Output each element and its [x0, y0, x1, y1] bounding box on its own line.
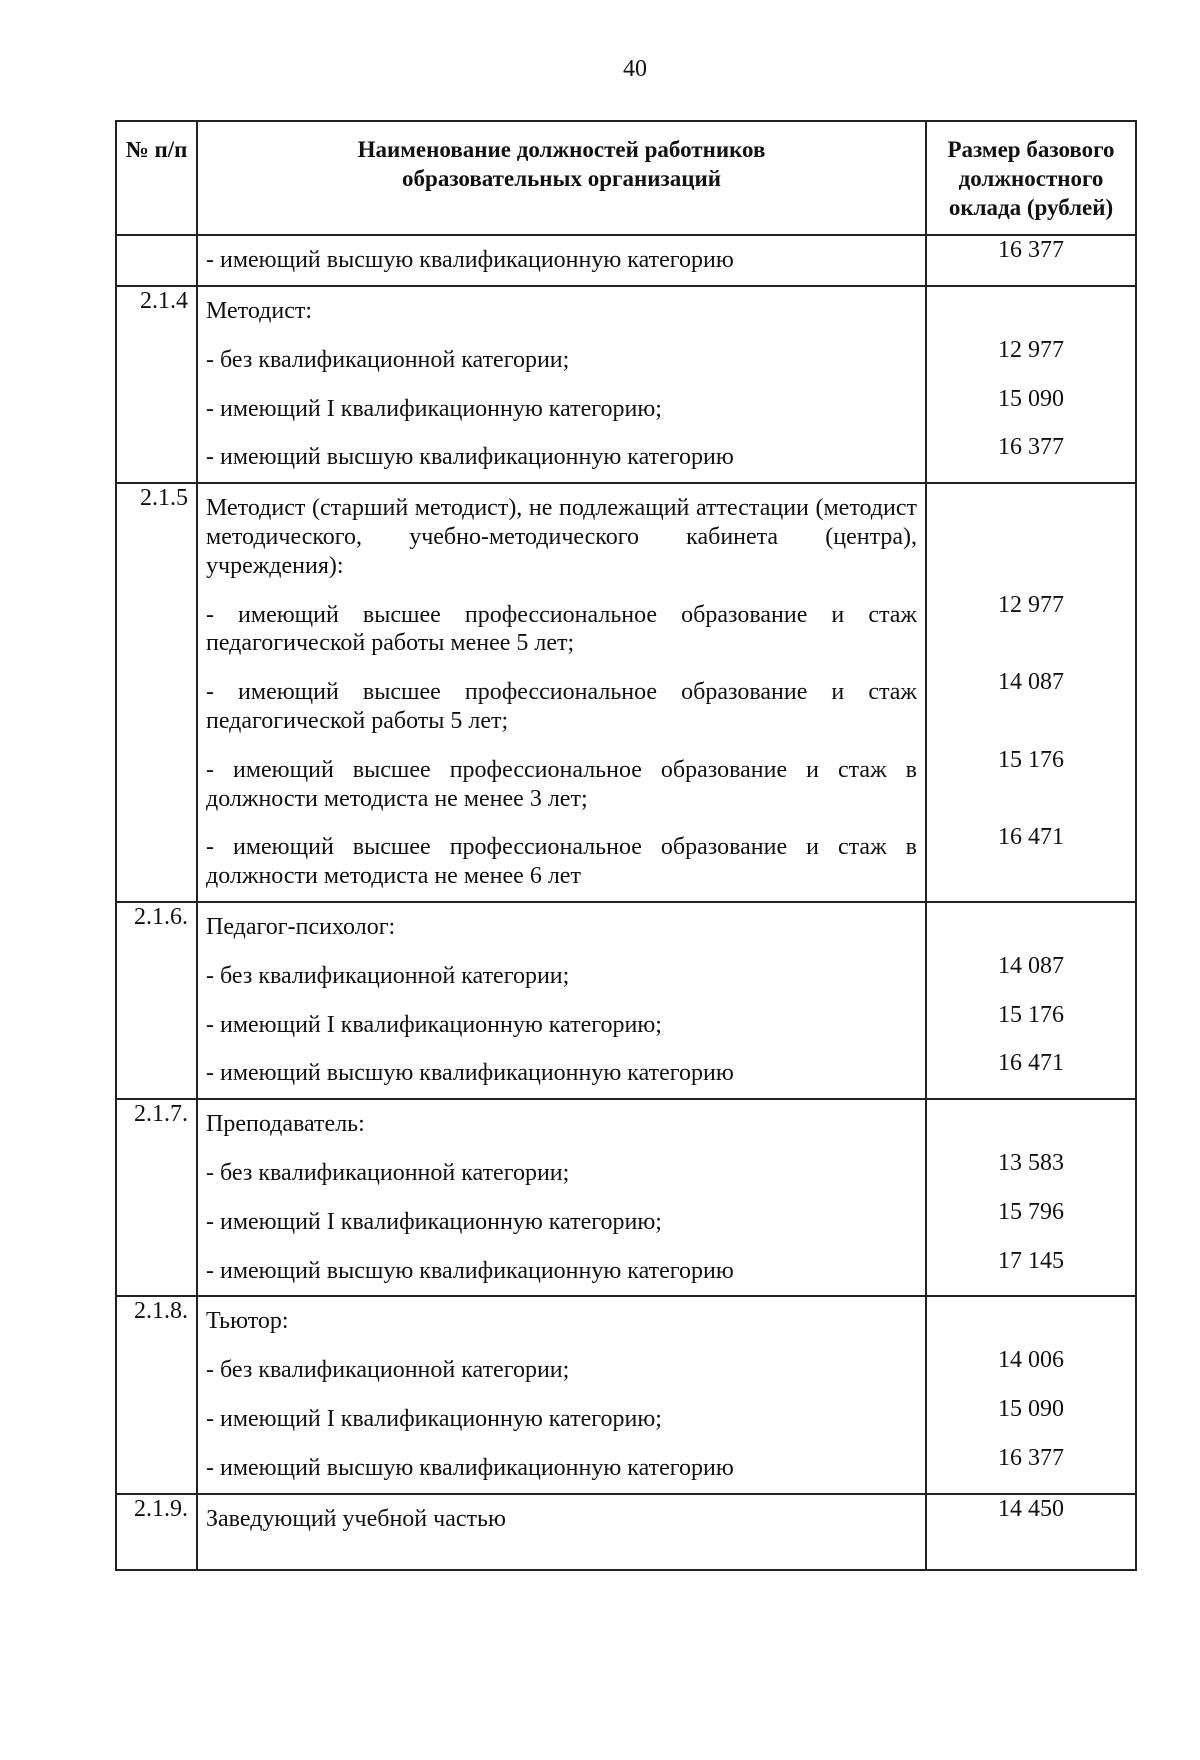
row-num: 2.1.7. [116, 1099, 197, 1149]
row-salary [926, 1099, 1136, 1149]
row-num: 2.1.8. [116, 1296, 197, 1346]
row-salary: 16 377 [926, 1444, 1136, 1494]
row-num [116, 385, 197, 434]
row-label: Преподаватель: [197, 1099, 926, 1149]
table-row [116, 591, 1136, 669]
table-row [116, 902, 1136, 952]
table-row [116, 336, 1136, 385]
row-salary: 12 977 [926, 336, 1136, 385]
row-num: 2.1.9. [116, 1494, 197, 1571]
table-row [116, 235, 1136, 286]
row-salary: 16 377 [926, 235, 1136, 286]
table-row [116, 1296, 1136, 1346]
table-row [116, 433, 1136, 483]
row-label: Педагог-психолог: [197, 902, 926, 952]
row-num [116, 591, 197, 669]
row-label: - имеющий высшее профессиональное образование и стаж в должности методиста не менее 6 лет [197, 823, 926, 902]
row-num [116, 1001, 197, 1050]
table-row [116, 1494, 1136, 1571]
table-row [116, 1099, 1136, 1149]
row-salary [926, 286, 1136, 336]
row-label: - имеющий I квалификационную категорию; [197, 1395, 926, 1444]
row-label: - имеющий I квалификационную категорию; [197, 1001, 926, 1050]
table-row [116, 1444, 1136, 1494]
row-num [116, 1198, 197, 1247]
row-label: - имеющий высшее профессиональное образование и стаж педагогической работы менее 5 лет; [197, 591, 926, 669]
row-num [116, 433, 197, 483]
row-label: - имеющий I квалификационную категорию; [197, 1198, 926, 1247]
row-label: Методист: [197, 286, 926, 336]
row-label: - имеющий высшую квалификационную категорию [197, 235, 926, 286]
table-row [116, 286, 1136, 336]
row-label: - без квалификационной категории; [197, 336, 926, 385]
row-num [116, 1444, 197, 1494]
row-salary: 14 006 [926, 1346, 1136, 1395]
row-num [116, 336, 197, 385]
header-name: Наименование должностей работников образовательных организаций [197, 121, 926, 235]
row-label: - имеющий I квалификационную категорию; [197, 385, 926, 434]
row-salary: 14 087 [926, 952, 1136, 1001]
row-salary: 12 977 [926, 591, 1136, 669]
row-num [116, 823, 197, 902]
table-row [116, 483, 1136, 590]
row-label: - имеющий высшую квалификационную категорию [197, 1247, 926, 1297]
table-row [116, 1395, 1136, 1444]
row-salary [926, 1296, 1136, 1346]
row-label: - имеющий высшую квалификационную категорию [197, 433, 926, 483]
row-label: - имеющий высшую квалификационную категорию [197, 1049, 926, 1099]
row-salary: 15 090 [926, 1395, 1136, 1444]
row-num [116, 1346, 197, 1395]
row-salary: 13 583 [926, 1149, 1136, 1198]
row-label: - без квалификационной категории; [197, 1346, 926, 1395]
row-num: 2.1.6. [116, 902, 197, 952]
row-num [116, 1395, 197, 1444]
row-num [116, 952, 197, 1001]
row-label: - без квалификационной категории; [197, 952, 926, 1001]
table-row [116, 952, 1136, 1001]
row-salary: 15 176 [926, 1001, 1136, 1050]
table-row [116, 1149, 1136, 1198]
row-num: 2.1.4 [116, 286, 197, 336]
row-salary: 16 471 [926, 1049, 1136, 1099]
page-number: 40 [623, 56, 647, 82]
row-salary: 17 145 [926, 1247, 1136, 1297]
header-salary: Размер базового должностного оклада (рублей) [926, 121, 1136, 235]
table-row [116, 823, 1136, 902]
row-salary: 15 090 [926, 385, 1136, 434]
row-num [116, 1049, 197, 1099]
row-salary: 15 176 [926, 746, 1136, 824]
table-row [116, 1001, 1136, 1050]
table-header-row [116, 121, 1136, 235]
table-row [116, 668, 1136, 746]
row-label: - имеющий высшую квалификационную категорию [197, 1444, 926, 1494]
salary-table [115, 120, 1137, 1571]
row-salary [926, 483, 1136, 590]
row-label: - без квалификационной категории; [197, 1149, 926, 1198]
row-num [116, 1247, 197, 1297]
header-num: № п/п [116, 121, 197, 235]
table-row [116, 1346, 1136, 1395]
table-row [116, 746, 1136, 824]
row-label: Методист (старший методист), не подлежащий аттестации (методист методического, учебно-методического кабинета (центра), учреждения): [197, 483, 926, 590]
table-row [116, 1049, 1136, 1099]
row-salary: 14 087 [926, 668, 1136, 746]
row-num: 2.1.5 [116, 483, 197, 590]
table-row [116, 1198, 1136, 1247]
row-num [116, 746, 197, 824]
table-row [116, 385, 1136, 434]
row-label: - имеющий высшее профессиональное образование и стаж в должности методиста не менее 3 лет; [197, 746, 926, 824]
row-salary: 16 471 [926, 823, 1136, 902]
row-label: Тьютор: [197, 1296, 926, 1346]
row-label: Заведующий учебной частью [197, 1494, 926, 1571]
table-row [116, 1247, 1136, 1297]
row-num [116, 668, 197, 746]
row-salary: 16 377 [926, 433, 1136, 483]
row-salary: 14 450 [926, 1494, 1136, 1571]
row-label: - имеющий высшее профессиональное образование и стаж педагогической работы 5 лет; [197, 668, 926, 746]
row-salary: 15 796 [926, 1198, 1136, 1247]
row-salary [926, 902, 1136, 952]
row-num [116, 235, 197, 286]
row-num [116, 1149, 197, 1198]
